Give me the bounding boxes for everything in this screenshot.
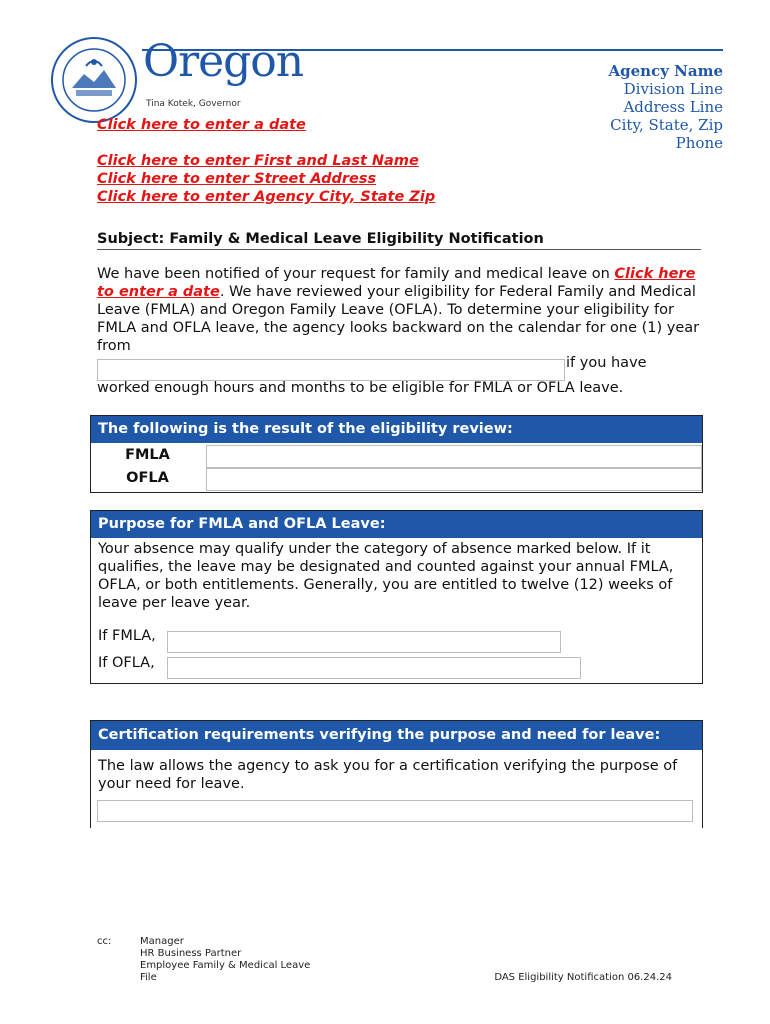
certification-field[interactable]	[97, 800, 693, 822]
lookback-date-field[interactable]	[97, 359, 565, 381]
agency-city: City, State, Zip	[610, 116, 723, 134]
request-date-placeholder[interactable]: Click here to enter a date	[97, 266, 696, 300]
intro-if-you-have: if you have	[566, 355, 647, 371]
if-fmla-label: If FMLA,	[98, 628, 156, 644]
subject-line: Subject: Family & Medical Leave Eligibility Notification	[97, 231, 701, 250]
fmla-purpose-field[interactable]	[167, 631, 561, 653]
intro-paragraph	[97, 265, 701, 355]
purpose-heading: Purpose for FMLA and OFLA Leave:	[91, 511, 702, 538]
agency-address: Address Line	[623, 98, 723, 116]
agency-division: Division Line	[623, 80, 723, 98]
cc-item: Employee Family & Medical Leave	[140, 960, 311, 971]
cc-list	[140, 936, 310, 984]
state-seal	[50, 36, 138, 124]
ofla-result-field[interactable]	[206, 468, 702, 491]
form-id: DAS Eligibility Notification 06.24.24	[494, 972, 672, 983]
certification-text: The law allows the agency to ask you for a certification verifying the purpose of your need for leave.	[98, 758, 678, 792]
governor-line: Tina Kotek, Governor	[146, 99, 241, 109]
fmla-row-label: FMLA	[125, 447, 170, 463]
cc-item: File	[140, 972, 157, 983]
ofla-purpose-field[interactable]	[167, 657, 581, 679]
oregon-wordmark: Oregon	[143, 36, 304, 87]
if-ofla-label: If OFLA,	[98, 655, 155, 671]
certification-heading: Certification requirements verifying the purpose and need for leave:	[91, 721, 702, 750]
recipient-street-placeholder[interactable]: Click here to enter Street Address	[97, 171, 377, 187]
eligibility-box	[90, 415, 703, 493]
fmla-result-field[interactable]	[206, 445, 702, 468]
intro-text-rest: . We have reviewed your eligibility for Federal Family and Medical Leave (FMLA) and Oregon Family Leave (OFLA). To determine your eligibility for FMLA and OFLA leave, the agency looks backward on the calendar for one (1) year from	[97, 284, 700, 354]
ofla-row-label: OFLA	[126, 470, 169, 486]
cc-item: Manager	[140, 936, 184, 947]
cc-item: HR Business Partner	[140, 948, 242, 959]
eligibility-heading: The following is the result of the eligibility review:	[91, 416, 702, 443]
certification-box	[90, 720, 703, 828]
recipient-block	[97, 152, 435, 206]
agency-name: Agency Name	[608, 62, 723, 80]
intro-text-end: worked enough hours and months to be eligible for FMLA or OFLA leave.	[97, 380, 624, 396]
recipient-name-placeholder[interactable]: Click here to enter First and Last Name	[97, 153, 419, 169]
purpose-box	[90, 510, 703, 684]
recipient-city-placeholder[interactable]: Click here to enter Agency City, State Zip	[97, 189, 436, 205]
agency-phone: Phone	[675, 134, 723, 152]
cc-label: cc:	[97, 936, 112, 947]
date-placeholder[interactable]: Click here to enter a date	[97, 117, 306, 133]
agency-block	[609, 62, 724, 152]
purpose-text: Your absence may qualify under the category of absence marked below. If it qualifies, the leave may be designated and counted against your annual FMLA, OFLA, or both entitlements. Generally, you are entitled to twelve (12) weeks of leave per leave year.	[98, 541, 674, 611]
intro-text-start: We have been notified of your request for family and medical leave on	[97, 266, 615, 282]
